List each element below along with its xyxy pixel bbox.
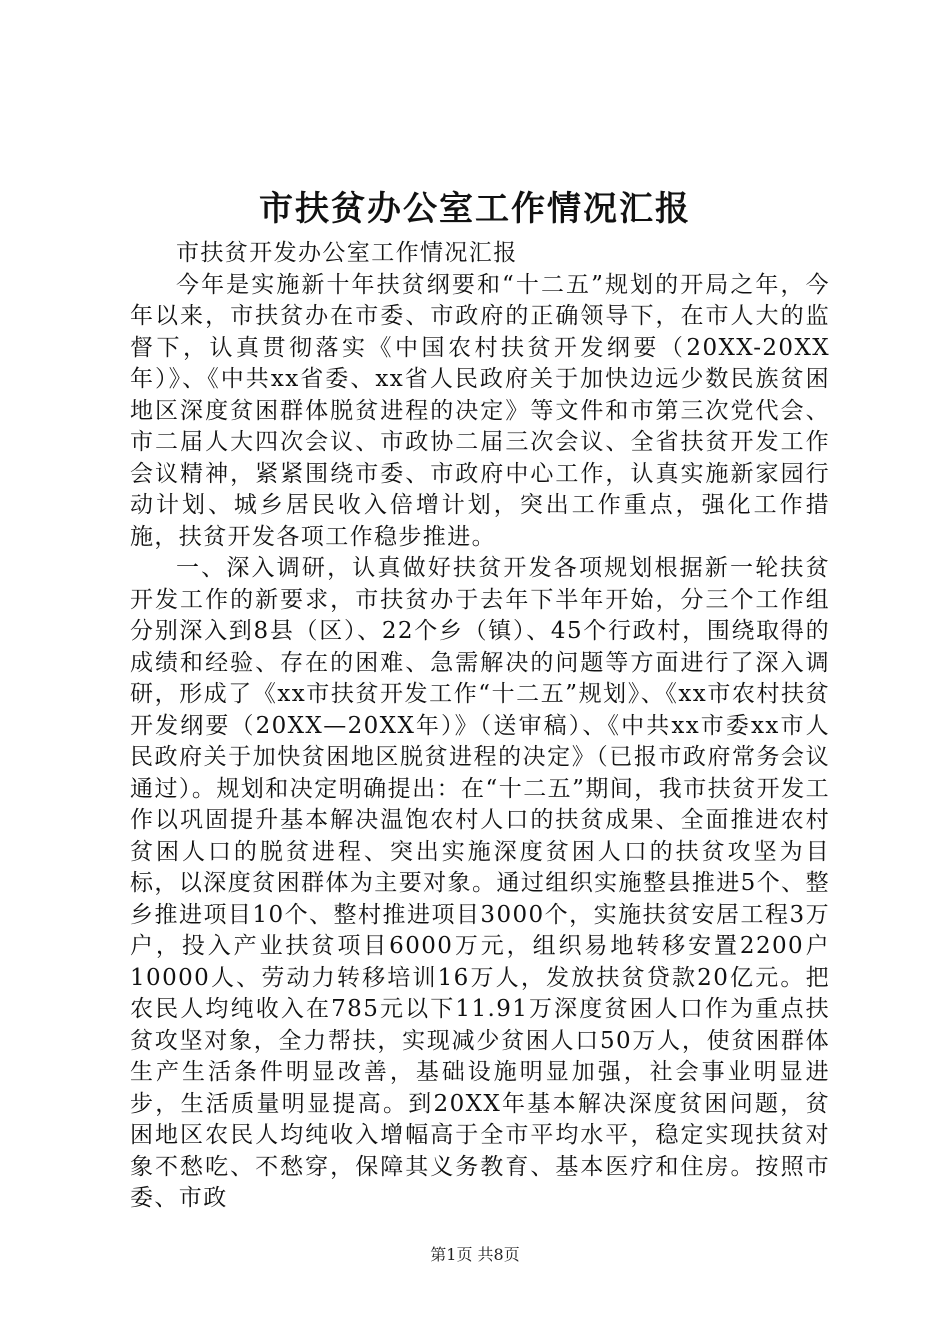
document-body	[130, 238, 830, 1215]
intro-paragraph: 今年是实施新十年扶贫纲要和“十二五”规划的开局之年，今年以来，市扶贫办在市委、市政府的正确领导下，在市人大的监督下，认真贯彻落实《中国农村扶贫开发纲要（20XX-20XX年）》、《中共xx省委、xx省人民政府关于加快边远少数民族贫困地区深度贫困群体脱贫进程的决定》等文件和市第三次党代会、市二届人大四次会议、市政协二届三次会议、全省扶贫开发工作会议精神，紧紧围绕市委、市政府中心工作，认真实施新家园行动计划、城乡居民收入倍增计划，突出工作重点，强化工作措施，扶贫开发各项工作稳步推进。	[130, 271, 830, 550]
page-number-footer: 第1页 共8页	[430, 1245, 520, 1264]
document-title: 市扶贫办公室工作情况汇报	[259, 189, 691, 229]
section-one-paragraph: 一、深入调研，认真做好扶贫开发各项规划根据新一轮扶贫开发工作的新要求，市扶贫办于去年下半年开始，分三个工作组分别深入到8县（区）、22个乡（镇）、45个行政村，围绕取得的成绩和经验、存在的困难、急需解决的问题等方面进行了深入调研，形成了《xx市扶贫开发工作“十二五”规划》、《xx市农村扶贫开发纲要（20XX—20XX年）》（送审稿）、《中共xx市委xx市人民政府关于加快贫困地区脱贫进程的决定》（已报市政府常务会议通过）。规划和决定明确提出：在“十二五”期间，我市扶贫开发工作以巩固提升基本解决温饱农村人口的扶贫成果、全面推进农村贫困人口的脱贫进程、突出实施深度贫困人口的扶贫攻坚为目标，以深度贫困群体为主要对象。通过组织实施整县推进5个、整乡推进项目10个、整村推进项目3000个，实施扶贫安居工程3万户，投入产业扶贫项目6000万元，组织易地转移安置2200户10000人、劳动力转移培训16万人，发放扶贫贷款20亿元。把农民人均纯收入在785元以下11.91万深度贫困人口作为重点扶贫攻坚对象，全力帮扶，实现减少贫困人口50万人，使贫困群体生产生活条件明显改善，基础设施明显加强，社会事业明显进步，生活质量明显提高。到20XX年基本解决深度贫困问题，贫困地区农民人均纯收入增幅高于全市平均水平，稳定实现扶贫对象不愁吃、不愁穿，保障其义务教育、基本医疗和住房。按照市委、市政	[130, 555, 830, 1211]
subtitle-paragraph: 市扶贫开发办公室工作情况汇报	[176, 240, 518, 266]
